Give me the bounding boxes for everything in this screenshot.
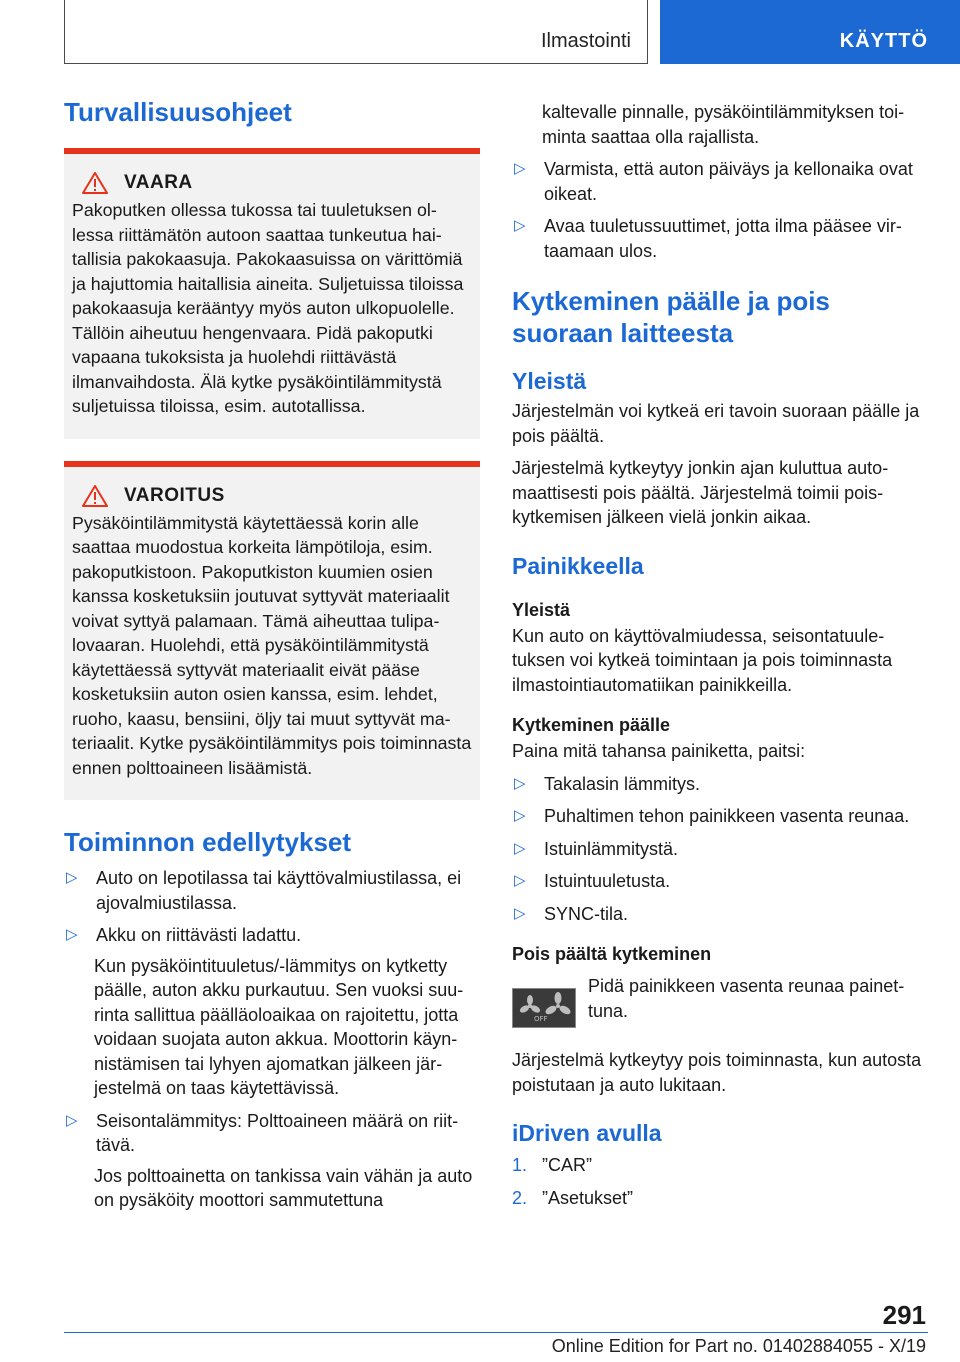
warning-triangle-icon xyxy=(82,485,108,507)
fan-off-icon xyxy=(516,992,572,1024)
danger-label: VAARA xyxy=(124,172,193,193)
chapter-tab-label: KÄYTTÖ xyxy=(839,30,928,52)
danger-text: Pakoputken ollessa tukossa tai tuuletuksen ollessa riittämätön autoon saattaa tunkeutua haitallisia pakokaasuja. Pakokaasuissa on värittömiä ja hajuttomia haitallisia aineita. Suljetuissa tiloissa pakokaasuja kerääntyy myös auton ulkopuolelle. Tällöin aiheutuu hengenvaara. Pidä pakoputki vapaana tukoksista ja huolehdi riittävästä ilmanvaihdosta. Älä kytke pysäköintilämmitystä suljetuissa tiloissa, esim. autotallissa. xyxy=(72,200,464,416)
warning-text: Pysäköintilämmitystä käytettäessä korin alle saattaa muodostua korkeita lämpötiloja, esim. pakoputkistoon. Pakoputkiston kuumien osien kanssa kosketuksiin joutuvat syttyvät materiaalit voivat syttyä palamaan. Tämä aiheuttaa tulipalovaaran. Huolehdi, että pysäköintilämmitystä käytettäessä syttyvät materiaalit eivät pääse kosketuksiin auton osien kanssa, esim. lehdet, ruoho, kaasu, bensiini, öljy tai muut syttyvät materiaalit. Kytke pysäköintilämmitys pois toiminnasta ennen polttoaineen lisäämistä. xyxy=(72,512,472,778)
sub-general-heading: Yleistä xyxy=(512,599,571,620)
section-title: Ilmastointi xyxy=(540,30,631,52)
general-paragraph-1: Järjestelmän voi kytkeä eri tavoin suoraan päälle ja pois päältä. xyxy=(512,401,920,446)
list-item: 2. ”Asetukset” xyxy=(512,1187,634,1208)
fuel-note: Jos polttoainetta on tankissa vain vähän ja auto on pysäköity moottori sammutettuna xyxy=(94,1165,473,1210)
danger-box xyxy=(64,148,480,439)
switch-off-paragraph: Järjestelmä kytkeytyy pois toiminnasta, kun autosta poistutaan ja auto lukitaan. xyxy=(512,1050,922,1095)
switch-off-row xyxy=(512,974,928,1028)
idrive-heading: iDriven avulla xyxy=(512,1120,662,1146)
triangle-bullet-icon: ▷ xyxy=(66,1111,78,1129)
right-column xyxy=(512,100,928,1210)
warning-label: VAROITUS xyxy=(124,484,225,506)
edition-footer: Online Edition for Part no. 01402884055 - X/19 xyxy=(551,1336,926,1356)
list-item: ▷ Varmista, että auton päiväys ja kellonaika ovat oikeat. xyxy=(512,157,928,206)
warning-triangle-icon xyxy=(82,172,108,194)
triangle-bullet-icon: ▷ xyxy=(514,839,526,857)
page-number: 291 xyxy=(882,1300,926,1330)
triangle-bullet-icon: ▷ xyxy=(66,869,78,886)
svg-text:OFF: OFF xyxy=(534,1015,548,1023)
triangle-bullet-icon: ▷ xyxy=(514,904,526,922)
continued-text: kaltevalle pinnalle, pysäköintilämmityksen toiminta saattaa olla rajallista. xyxy=(542,102,905,147)
fan-off-button-image xyxy=(512,988,576,1028)
triangle-bullet-icon: ▷ xyxy=(514,774,526,792)
triangle-bullet-icon: ▷ xyxy=(514,217,526,234)
switch-on-heading: Kytkeminen päälle xyxy=(512,715,671,735)
list-item: ▷ SYNC-tila. xyxy=(512,902,928,927)
list-item: ▷ Istuinlämmitystä. xyxy=(512,837,928,862)
list-item: ▷ Istuintuuletusta. xyxy=(512,869,928,894)
section-title-direct: Kytkeminen päälle ja pois suoraan laitteesta xyxy=(512,286,830,348)
list-item: ▷ Auto on lepotilassa tai käyttövalmiustilassa, ei ajovalmiustilassa. xyxy=(64,866,480,915)
chapter-tab xyxy=(660,0,960,64)
general-heading: Yleistä xyxy=(512,368,587,394)
prerequisites-title: Toiminnon edellytykset xyxy=(64,827,352,857)
list-item: ▷ Avaa tuuletussuuttimet, jotta ilma pääsee virtaamaan ulos. xyxy=(512,214,928,263)
triangle-bullet-icon: ▷ xyxy=(514,872,526,889)
list-item: ▷ Seisontalämmitys: Polttoaineen määrä on riittävä. xyxy=(64,1109,480,1158)
list-item: ▷ Akku on riittävästi ladattu. xyxy=(64,923,480,948)
warning-box xyxy=(64,461,480,801)
triangle-bullet-icon: ▷ xyxy=(66,926,78,943)
switch-on-text: Paina mitä tahansa painiketta, paitsi: xyxy=(512,741,806,761)
list-item: ▷ Takalasin lämmitys. xyxy=(512,772,928,797)
header-section-box xyxy=(64,0,648,64)
general-paragraph-2: Järjestelmä kytkeytyy jonkin ajan kuluttua automaattisesti pois päältä. Järjestelmä toimii poiskytkemisen jälkeen vielä jonkin aikaa. xyxy=(512,458,889,527)
list-item: ▷ Puhaltimen tehon painikkeen vasenta reunaa. xyxy=(512,804,928,829)
sub-general-text: Kun auto on käyttövalmiudessa, seisontatuuletuksen voi kytkeä toimintaan ja pois toiminnasta ilmastointiautomatiikan painikkeilla. xyxy=(512,625,893,695)
triangle-bullet-icon: ▷ xyxy=(514,807,526,824)
button-heading: Painikkeella xyxy=(512,552,644,579)
triangle-bullet-icon: ▷ xyxy=(514,160,526,177)
list-item: 1. ”CAR” xyxy=(512,1155,592,1175)
safety-title: Turvallisuusohjeet xyxy=(64,97,292,127)
switch-off-heading: Pois päältä kytkeminen xyxy=(512,944,712,964)
left-column xyxy=(64,96,480,1213)
footer-divider xyxy=(64,1332,928,1333)
switch-off-text: Pidä painikkeen vasenta reunaa painettuna. xyxy=(588,976,905,1021)
battery-note: Kun pysäköintituuletus/-lämmitys on kytketty päälle, auton akku purkautuu. Sen vuoksi suurinta sallittua päälläoloaikaa on rajoitettu, jotta voidaan suojata auton akkua. Moottorin käynnistämisen tai lyhyen ajomatkan jälkeen järjestelmä on taas käytettävissä. xyxy=(94,955,464,1098)
